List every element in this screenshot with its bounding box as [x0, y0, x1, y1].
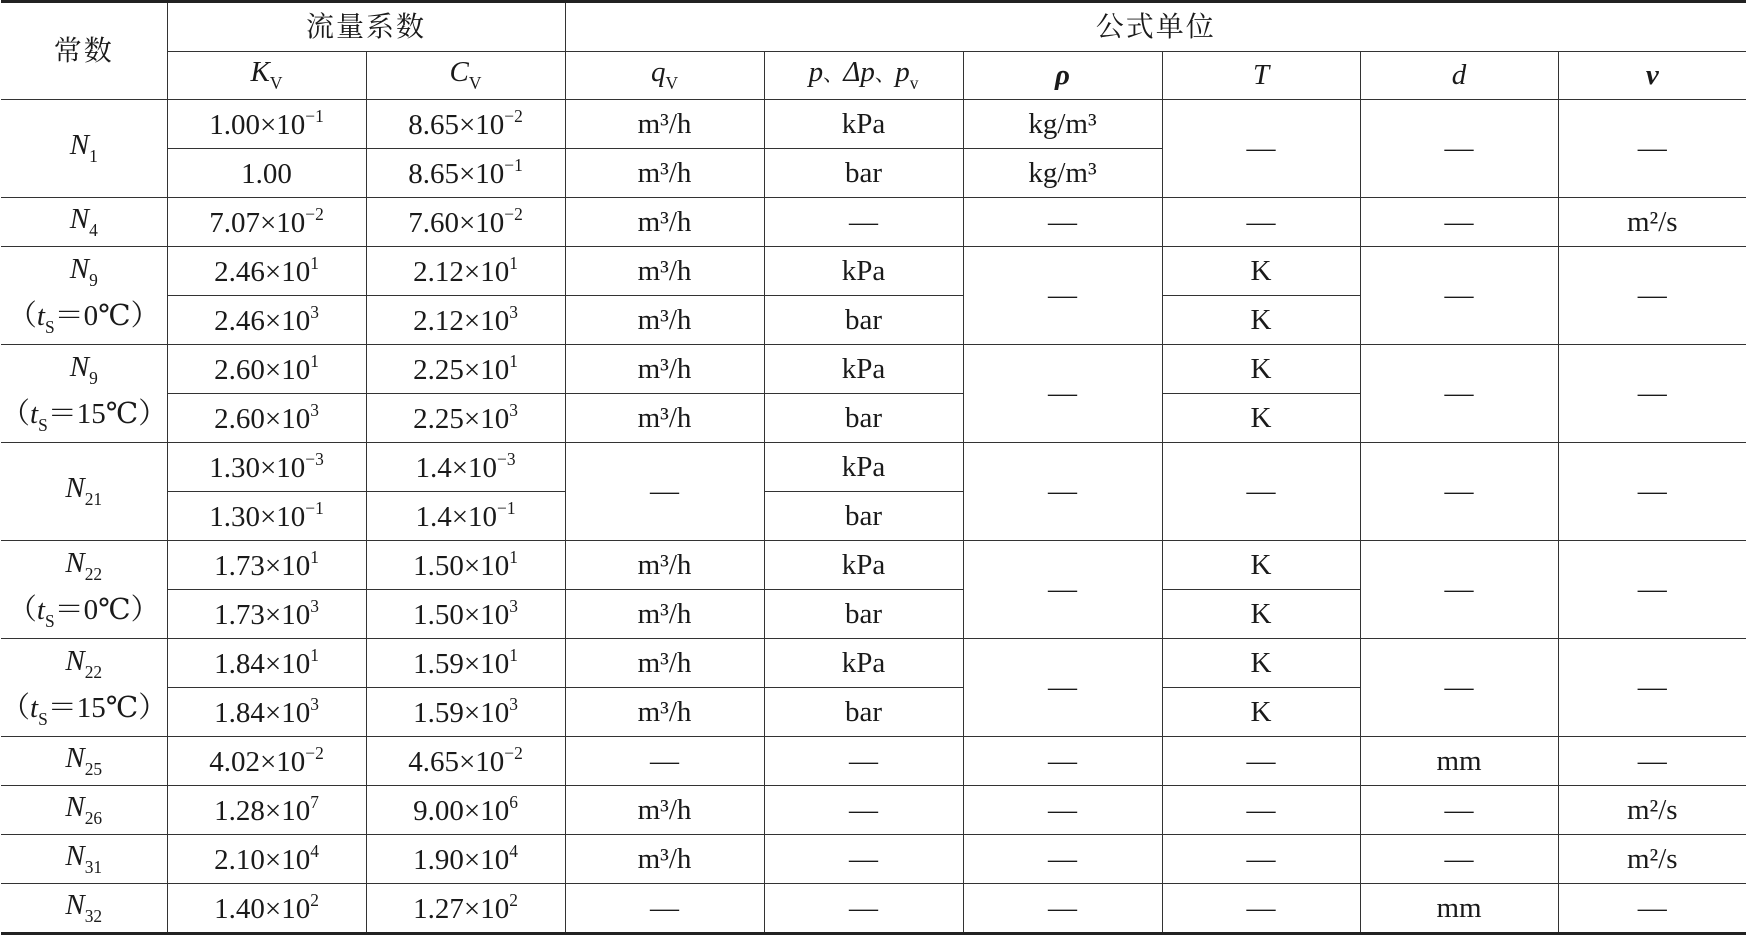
header-row-1: [1, 2, 1746, 52]
kv-value: $1.73\times 10^1$: [167, 541, 366, 590]
qv-unit: m³/h: [565, 100, 764, 149]
qv-unit: m³/h: [565, 345, 764, 394]
pressure-unit: kPa: [764, 443, 963, 492]
d-unit: —: [1360, 786, 1558, 835]
pressure-unit: bar: [764, 296, 963, 345]
constant-n9-ts15: $N_9$ $(t_S=15℃)$: [1, 345, 167, 443]
nu-unit: —: [1558, 884, 1746, 934]
constant-n22-ts0: $N_{22}$ $(t_S=0℃)$: [1, 541, 167, 639]
constant-n22-ts15: $N_{22}$ $(t_S=15℃)$: [1, 639, 167, 737]
cv-value: $4.65\times 10^{-2}$: [366, 737, 565, 786]
nu-unit: m²/s: [1558, 198, 1746, 247]
rho-unit: —: [963, 737, 1162, 786]
t-unit: K: [1162, 345, 1360, 394]
cv-value: $2.12\times 10^3$: [366, 296, 565, 345]
kv-value: $7.07\times 10^{-2}$: [167, 198, 366, 247]
condition-ts0: $(t_S=0℃)$: [7, 593, 160, 631]
header-cv: $C_V$: [366, 52, 565, 100]
header-constant: 常数: [1, 2, 167, 100]
kv-value: $2.60\times 10^3$: [167, 394, 366, 443]
pressure-unit: —: [764, 198, 963, 247]
qv-unit: m³/h: [565, 639, 764, 688]
qv-unit: m³/h: [565, 835, 764, 884]
kv-value: $4.02\times 10^{-2}$: [167, 737, 366, 786]
qv-unit: m³/h: [565, 394, 764, 443]
qv-unit: m³/h: [565, 541, 764, 590]
pressure-unit: bar: [764, 149, 963, 198]
rho-unit: —: [963, 198, 1162, 247]
constant-n9-ts0: $N_9$ $(t_S=0℃)$: [1, 247, 167, 345]
cv-value: $1.27\times 10^2$: [366, 884, 565, 934]
constant-n1: $N_1$: [1, 100, 167, 198]
pressure-unit: kPa: [764, 247, 963, 296]
d-unit: —: [1360, 100, 1558, 198]
qv-unit: m³/h: [565, 688, 764, 737]
pressure-unit: —: [764, 884, 963, 934]
qv-unit: m³/h: [565, 590, 764, 639]
d-unit: mm: [1360, 884, 1558, 934]
d-unit: —: [1360, 247, 1558, 345]
cv-value: $2.25\times 10^3$: [366, 394, 565, 443]
rho-unit: —: [963, 345, 1162, 443]
header-diameter: d: [1360, 52, 1558, 100]
nu-unit: —: [1558, 247, 1746, 345]
t-unit: K: [1162, 639, 1360, 688]
table-row: [1, 786, 1746, 835]
table-row: [1, 639, 1746, 688]
table-row: [1, 443, 1746, 492]
nu-unit: —: [1558, 100, 1746, 198]
kv-value: $2.60\times 10^1$: [167, 345, 366, 394]
t-unit: K: [1162, 296, 1360, 345]
header-kv: $K_V$: [167, 52, 366, 100]
d-unit: mm: [1360, 737, 1558, 786]
qv-unit: —: [565, 884, 764, 934]
t-unit: K: [1162, 541, 1360, 590]
rho-unit: kg/m³: [963, 100, 1162, 149]
t-unit: —: [1162, 198, 1360, 247]
cv-value: $1.4\times 10^{-1}$: [366, 492, 565, 541]
header-row-2: [1, 52, 1746, 100]
pressure-unit: —: [764, 737, 963, 786]
cv-value: $1.50\times 10^1$: [366, 541, 565, 590]
table-row: [1, 345, 1746, 394]
constants-table: [1, 0, 1746, 935]
pressure-unit: bar: [764, 688, 963, 737]
cv-value: $7.60\times 10^{-2}$: [366, 198, 565, 247]
kv-value: $1.30\times 10^{-3}$: [167, 443, 366, 492]
header-rho: ρ: [963, 52, 1162, 100]
kv-value: $1.30\times 10^{-1}$: [167, 492, 366, 541]
cv-value: $1.50\times 10^3$: [366, 590, 565, 639]
d-unit: —: [1360, 443, 1558, 541]
pressure-unit: bar: [764, 492, 963, 541]
constant-n26: $N_{26}$: [1, 786, 167, 835]
t-unit: —: [1162, 884, 1360, 934]
pressure-unit: kPa: [764, 639, 963, 688]
header-temperature: T: [1162, 52, 1360, 100]
pressure-unit: kPa: [764, 541, 963, 590]
pressure-unit: kPa: [764, 100, 963, 149]
d-unit: —: [1360, 198, 1558, 247]
rho-unit: —: [963, 884, 1162, 934]
cv-value: $9.00\times 10^6$: [366, 786, 565, 835]
t-unit: —: [1162, 737, 1360, 786]
kv-value: $2.46\times 10^3$: [167, 296, 366, 345]
rho-unit: —: [963, 541, 1162, 639]
condition-ts15: $(t_S=15℃)$: [1, 691, 168, 729]
condition-ts0: $(t_S=0℃)$: [7, 299, 160, 337]
d-unit: —: [1360, 835, 1558, 884]
cv-value: $8.65\times 10^{-1}$: [366, 149, 565, 198]
pressure-unit: bar: [764, 590, 963, 639]
nu-unit: m²/s: [1558, 835, 1746, 884]
rho-unit: —: [963, 786, 1162, 835]
cv-value: $1.59\times 10^1$: [366, 639, 565, 688]
qv-unit: m³/h: [565, 247, 764, 296]
table-row: [1, 100, 1746, 149]
cv-value: $2.12\times 10^1$: [366, 247, 565, 296]
cv-value: $2.25\times 10^1$: [366, 345, 565, 394]
constant-n31: $N_{31}$: [1, 835, 167, 884]
t-unit: K: [1162, 247, 1360, 296]
pressure-unit: —: [764, 786, 963, 835]
condition-ts15: $(t_S=15℃)$: [1, 397, 168, 435]
t-unit: K: [1162, 590, 1360, 639]
nu-unit: —: [1558, 443, 1746, 541]
pressure-unit: kPa: [764, 345, 963, 394]
nu-unit: m²/s: [1558, 786, 1746, 835]
kv-value: $2.10\times 10^4$: [167, 835, 366, 884]
rho-unit: —: [963, 835, 1162, 884]
kv-value: $1.73\times 10^3$: [167, 590, 366, 639]
header-qv: $q_V$: [565, 52, 764, 100]
nu-unit: —: [1558, 639, 1746, 737]
cv-value: $1.59\times 10^3$: [366, 688, 565, 737]
t-unit: —: [1162, 443, 1360, 541]
cv-value: $8.65\times 10^{-2}$: [366, 100, 565, 149]
d-unit: —: [1360, 345, 1558, 443]
header-pressure: p、Δp、$p_v$: [764, 52, 963, 100]
constant-n4: $N_4$: [1, 198, 167, 247]
constant-n21: $N_{21}$: [1, 443, 167, 541]
constant-n32: $N_{32}$: [1, 884, 167, 934]
qv-unit: —: [565, 443, 764, 541]
t-unit: —: [1162, 100, 1360, 198]
kv-value: $1.28\times 10^7$: [167, 786, 366, 835]
constant-n25: $N_{25}$: [1, 737, 167, 786]
qv-unit: m³/h: [565, 198, 764, 247]
rho-unit: —: [963, 247, 1162, 345]
kv-value: $1.84\times 10^3$: [167, 688, 366, 737]
kv-value: $1.40\times 10^2$: [167, 884, 366, 934]
qv-unit: m³/h: [565, 786, 764, 835]
pressure-unit: bar: [764, 394, 963, 443]
kv-value: $1.84\times 10^1$: [167, 639, 366, 688]
cv-value: $1.90\times 10^4$: [366, 835, 565, 884]
nu-unit: —: [1558, 541, 1746, 639]
t-unit: —: [1162, 835, 1360, 884]
header-viscosity: ν: [1558, 52, 1746, 100]
qv-unit: m³/h: [565, 149, 764, 198]
kv-value: 1.00: [167, 149, 366, 198]
pressure-unit: —: [764, 835, 963, 884]
nu-unit: —: [1558, 737, 1746, 786]
d-unit: —: [1360, 541, 1558, 639]
header-flow-coefficient: 流量系数: [167, 2, 565, 52]
qv-unit: —: [565, 737, 764, 786]
table-row: [1, 541, 1746, 590]
cv-value: $1.4\times 10^{-3}$: [366, 443, 565, 492]
table-row: [1, 737, 1746, 786]
t-unit: —: [1162, 786, 1360, 835]
nu-unit: —: [1558, 345, 1746, 443]
rho-unit: kg/m³: [963, 149, 1162, 198]
kv-value: $2.46\times 10^1$: [167, 247, 366, 296]
t-unit: K: [1162, 394, 1360, 443]
d-unit: —: [1360, 639, 1558, 737]
rho-unit: —: [963, 443, 1162, 541]
table-row: [1, 884, 1746, 934]
table-row: [1, 247, 1746, 296]
table-row: [1, 198, 1746, 247]
kv-value: $1.00\times 10^{-1}$: [167, 100, 366, 149]
rho-unit: —: [963, 639, 1162, 737]
table-row: [1, 835, 1746, 884]
header-formula-units: 公式单位: [565, 2, 1746, 52]
t-unit: K: [1162, 688, 1360, 737]
qv-unit: m³/h: [565, 296, 764, 345]
